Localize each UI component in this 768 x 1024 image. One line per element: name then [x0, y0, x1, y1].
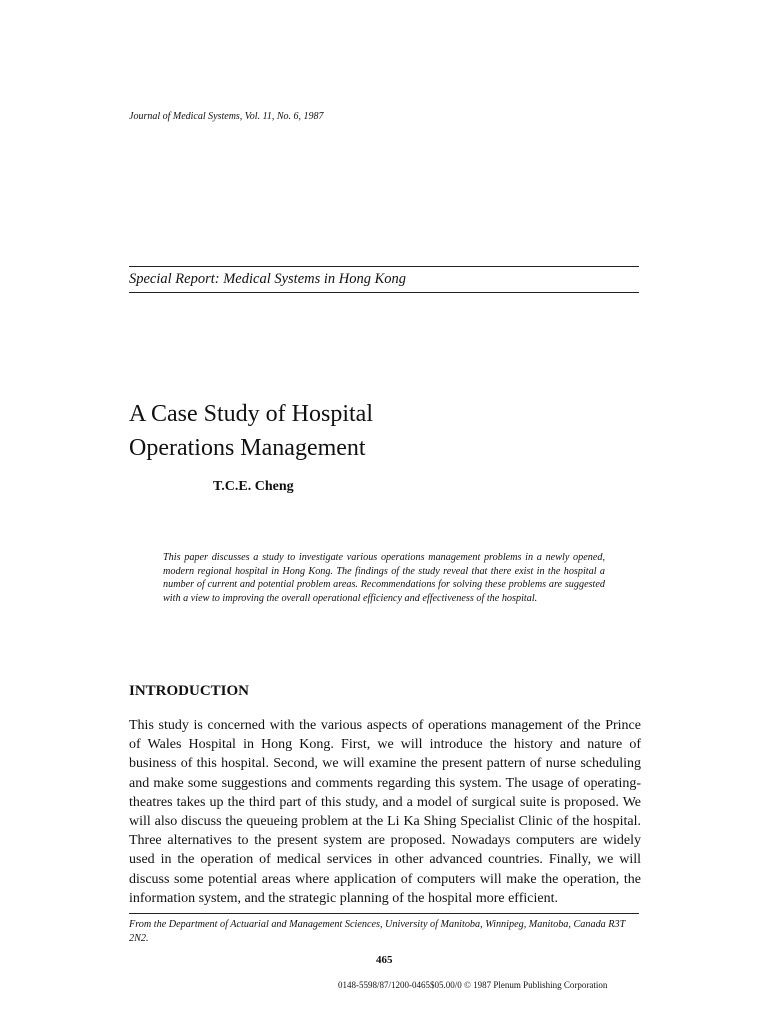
- author-name: T.C.E. Cheng: [213, 479, 294, 494]
- section-heading-introduction: INTRODUCTION: [129, 683, 250, 699]
- header-rule-bottom: [129, 292, 639, 293]
- footnote-rule: [129, 913, 639, 914]
- special-report-heading: Special Report: Medical Systems in Hong Kong: [129, 271, 407, 287]
- article-title-line-1: A Case Study of Hospital: [129, 401, 373, 427]
- article-title: [129, 397, 373, 465]
- header-rule-top: [129, 266, 639, 267]
- article-title-line-2: Operations Management: [129, 435, 366, 461]
- copyright-line: 0148-5598/87/1200-0465$05.00/0 © 1987 Plenum Publishing Corporation: [338, 980, 608, 990]
- affiliation-footnote: From the Department of Actuarial and Management Sciences, University of Manitoba, Winnipeg, Manitoba, Canada R3T 2N2.: [129, 919, 626, 944]
- journal-citation: Journal of Medical Systems, Vol. 11, No. 6, 1987: [129, 111, 324, 122]
- page-number: 465: [376, 954, 393, 966]
- introduction-paragraph: This study is concerned with the various aspects of operations management of the Prince of Wales Hospital in Hong Kong. First, we will introduce the history and nature of business of this hospital. Second, we will examine the present pattern of nurse scheduling and make some suggestions and comments regarding this system. The usage of operating-theatres takes up the third part of this study, and a model of surgical suite is proposed. We will also discuss the queueing problem at the Li Ka Shing Specialist Clinic of the hospital. Three alternatives to the present system are proposed. Nowadays computers are widely used in the operation of medical services in other advanced countries. Finally, we will discuss some potential areas where application of computers will make the operation, the information system, and the strategic planning of the hospital more efficient.: [129, 718, 641, 906]
- abstract: This paper discusses a study to investigate various operations management problems in a newly opened, modern regional hospital in Hong Kong. The findings of the study reveal that there exist in the hospital a number of current and potential problem areas. Recommendations for solving these problems are suggested with a view to improving the overall operational efficiency and effectiveness of the hospital.: [163, 552, 605, 604]
